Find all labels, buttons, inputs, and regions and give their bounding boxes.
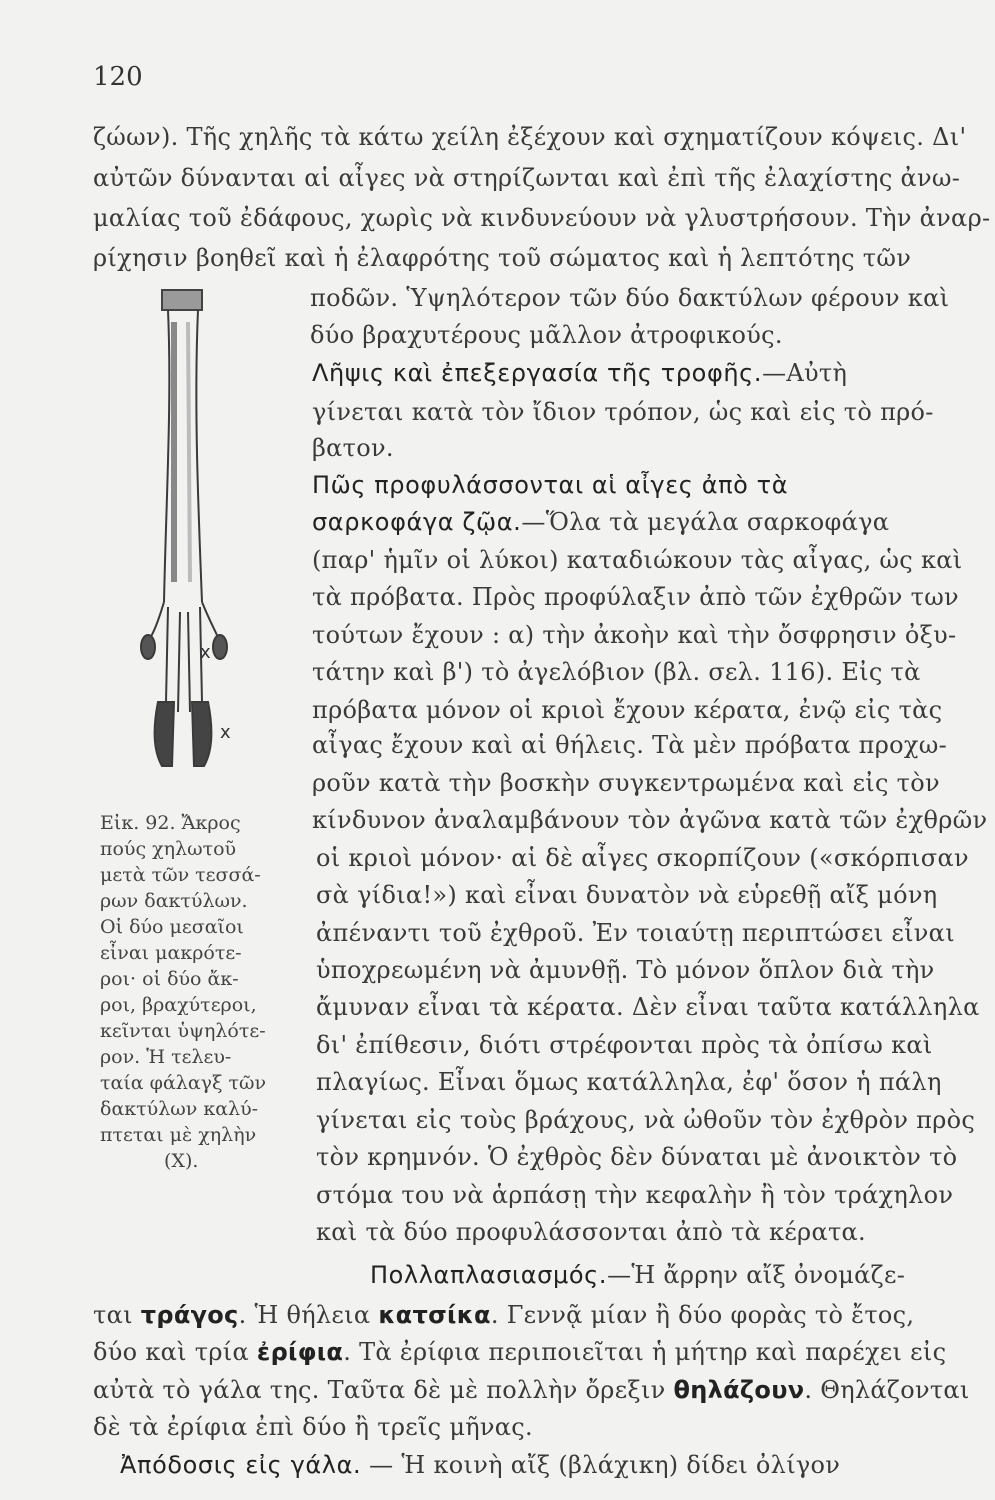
caption-line: πτεται μὲ χηλὴν (100, 1124, 257, 1146)
line-text: τούτων ἔχουν : α) τὴν ἀκοὴν καὶ τὴν ὄσφρησιν ὀξυ- (312, 621, 957, 649)
line-text: τάτην καὶ β') τὸ ἀγελόβιον (βλ. σελ. 116). Εἰς τὰ (312, 658, 921, 686)
text-line (93, 1337, 946, 1367)
text-line (312, 805, 987, 835)
label-x-upper: x (200, 642, 211, 663)
text-line (93, 163, 960, 193)
section-heading: Πῶς προφυλάσσονται αἱ αἶγες ἀπὸ τὰ (312, 471, 789, 499)
line-text: δύο καὶ τρία (93, 1338, 257, 1366)
text-line (93, 1375, 970, 1405)
line-text: . Ἡ θήλεια (238, 1301, 379, 1329)
line-text: τὸν κρημνόν. Ὁ ἐχθρὸς δὲν δύναται μὲ ἀνοικτὸν τὸ (316, 1143, 958, 1171)
line-text: ροῦν κατὰ τὴν βοσκὴν συγκεντρωμένα καὶ εἰς τὸν (312, 769, 940, 797)
caption-line: ροι, βραχύτεροι, (100, 994, 257, 1016)
text-line (93, 203, 990, 233)
line-text: γίνεται εἰς τοὺς βράχους, νὰ ὠθοῦν τὸν ἐχθρὸν πρὸς (316, 1106, 976, 1134)
text-line (316, 1067, 942, 1097)
line-text: . Γεννᾷ μίαν ἢ δύο φορὰς τὸ ἔτος, (490, 1301, 915, 1329)
text-line (312, 433, 394, 463)
line-text: ρίχησιν βοηθεῖ καὶ ἡ ἐλαφρότης τοῦ σώματος καὶ ἡ λεπτότης τῶν (93, 244, 912, 272)
caption-line: (Χ). (164, 1150, 199, 1172)
line-text: τὰ πρόβατα. Πρὸς προφύλαξιν ἀπὸ τῶν ἐχθρῶν των (312, 583, 959, 611)
line-text: πρόβατα μόνον οἱ κριοὶ ἔχουν κέρατα, ἐνῷ εἰς τὰς (312, 696, 943, 724)
caption-line: ροι· οἱ δύο ἄκ- (100, 968, 239, 990)
section-heading: Λῆψις καὶ ἐπεξεργασία τῆς τροφῆς. (312, 359, 763, 387)
text-line (312, 657, 921, 687)
line-text: οἱ κριοὶ μόνον· αἱ δὲ αἶγες σκορπίζουν («σκόρπισαν (316, 844, 969, 872)
line-text: — Ἡ κοινὴ αἴξ (βλάχικη) δίδει ὀλίγον (361, 1451, 841, 1479)
text-line (316, 955, 935, 985)
text-line (312, 507, 889, 537)
line-text: . Τὰ ἐρίφια περιποιεῖται ἡ μήτηρ καὶ παρέχει εἰς (343, 1338, 947, 1366)
caption-line: ταία φάλαγξ τῶν (100, 1072, 267, 1094)
text-line (312, 582, 959, 612)
line-text: βατον. (312, 434, 394, 462)
text-line (312, 358, 847, 388)
line-text: —Αὐτὴ (762, 359, 848, 387)
caption-line: ρον. Ἡ τελευ- (100, 1046, 232, 1068)
line-text: δύο βραχυτέρους μᾶλλον ἀτροφικούς. (310, 321, 783, 349)
text-line (316, 843, 969, 873)
hoof-figure (128, 282, 248, 782)
line-text: μαλίας τοῦ ἐδάφους, χωρὶς νὰ κινδυνεύουν νὰ γλυστρήσουν. Τὴν ἀναρ- (93, 204, 991, 232)
caption-line: κεῖνται ὑψηλότε- (100, 1020, 266, 1042)
line-text: ζώων). Τῆς χηλῆς τὰ κάτω χείλη ἐξέχουν καὶ σχηματίζουν κόψεις. Δι' (93, 123, 967, 151)
caption-line: δακτύλων καλύ- (100, 1098, 259, 1120)
text-line (310, 283, 949, 313)
line-text: πλαγίως. Εἶναι ὅμως κατάλληλα, ἐφ' ὅσον ἡ πάλη (316, 1068, 942, 1096)
caption-line: πούς χηλωτοῦ (100, 838, 237, 860)
text-line (312, 730, 947, 760)
text-line (93, 1412, 533, 1442)
text-line (310, 320, 783, 350)
caption-line: Εἰκ. 92. Ἄκρος (100, 812, 241, 834)
section-heading: Ἀπόδοσις εἰς γάλα. (120, 1451, 362, 1479)
bold-term: θηλάζουν (673, 1376, 805, 1404)
line-text: δὲ τὰ ἐρίφια ἐπὶ δύο ἢ τρεῖς μῆνας. (93, 1413, 533, 1441)
page-number: 120 (93, 62, 143, 92)
caption-line: μετὰ τῶν τεσσά- (100, 864, 261, 886)
text-line (93, 1300, 914, 1330)
text-line (93, 122, 966, 152)
line-text: —Ἡ ἄρρην αἴξ ὀνομάζε- (607, 1261, 906, 1289)
text-line (312, 620, 956, 650)
text-line (316, 1030, 933, 1060)
line-text: αὐτῶν δύνανται αἱ αἶγες νὰ στηρίζωνται καὶ ἐπὶ τῆς ἐλαχίστης ἀνω- (93, 164, 961, 192)
line-text: δι' ἐπίθεσιν, διότι στρέφονται πρὸς τὰ ὀπίσω καὶ (316, 1031, 933, 1059)
line-text: κίνδυνον ἀναλαμβάνουν τὸν ἀγῶνα κατὰ τῶν ἐχθρῶν (312, 806, 988, 834)
line-text: γίνεται κατὰ τὸν ἴδιον τρόπον, ὡς καὶ εἰς τὸ πρό- (312, 398, 934, 426)
text-line (316, 992, 980, 1022)
line-text: (παρ' ἡμῖν οἱ λύκοι) καταδιώκουν τὰς αἶγας, ὡς καὶ (312, 546, 963, 574)
text-line (120, 1450, 840, 1480)
bold-term: κατσίκα (378, 1301, 491, 1329)
text-line (316, 1217, 866, 1247)
line-text: ται (93, 1301, 141, 1329)
text-line (370, 1260, 905, 1290)
text-line (312, 545, 962, 575)
line-text: καὶ τὰ δύο προφυλάσσονται ἀπὸ τὰ κέρατα. (316, 1218, 866, 1246)
text-line (312, 768, 940, 798)
text-line (316, 1142, 957, 1172)
hoof-illustration (128, 282, 248, 782)
bold-term: ἐρίφια (256, 1338, 344, 1366)
bold-term: τράγος (140, 1301, 239, 1329)
text-line (316, 1105, 975, 1135)
line-text: στόμα του νὰ ἁρπάσῃ τὴν κεφαλὴν ἢ τὸν τράχηλον (316, 1181, 954, 1209)
section-heading: σαρκοφάγα ζῷα. (312, 508, 522, 536)
caption-line: Οἱ δύο μεσαῖοι (100, 916, 244, 938)
line-text: αὐτὰ τὸ γάλα της. Ταῦτα δὲ μὲ πολλὴν ὄρεξιν (93, 1376, 674, 1404)
caption-line: εἶναι μακρότε- (100, 942, 242, 964)
label-x-lower: x (220, 722, 231, 743)
text-line (93, 243, 911, 273)
line-text: ποδῶν. Ὑψηλότερον τῶν δύο δακτύλων φέρουν καὶ (310, 284, 950, 312)
text-line (312, 470, 788, 500)
text-line (316, 880, 937, 910)
text-line (316, 918, 955, 948)
line-text: ὑποχρεωμένη νὰ ἀμυνθῇ. Τὸ μόνον ὅπλον διὰ τὴν (316, 956, 935, 984)
text-line (312, 397, 934, 427)
caption-line: ρων δακτύλων. (100, 890, 248, 912)
line-text: . Θηλάζονται (804, 1376, 970, 1404)
line-text: σὰ γίδια!») καὶ εἶναι δυνατὸν νὰ εὑρεθῇ αἴξ μόνη (316, 881, 938, 909)
section-heading: Πολλαπλασιασμός. (370, 1261, 608, 1289)
text-line (312, 695, 942, 725)
line-text: ἀπέναντι τοῦ ἐχθροῦ. Ἐν τοιαύτῃ περιπτώσει εἶναι (316, 919, 955, 947)
line-text: αἶγας ἔχουν καὶ αἱ θήλεις. Τὰ μὲν πρόβατα προχω- (312, 731, 948, 759)
line-text: ἄμυναν εἶναι τὰ κέρατα. Δὲν εἶναι ταῦτα κατάλληλα (316, 993, 980, 1021)
line-text: —Ὅλα τὰ μεγάλα σαρκοφάγα (521, 508, 890, 536)
text-line (316, 1180, 953, 1210)
